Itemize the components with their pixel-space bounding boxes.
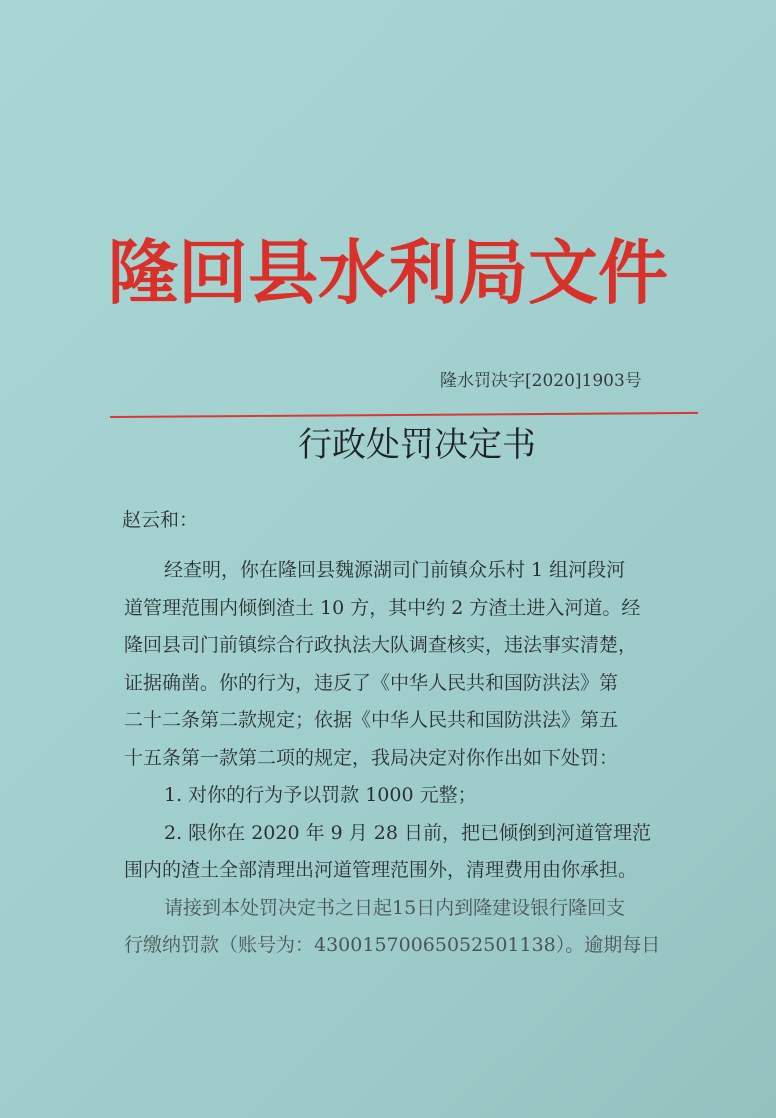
body-line: 道管理范围内倾倒渣土 10 方，其中约 2 方渣土进入河道。经 — [124, 596, 641, 619]
body-text — [124, 552, 684, 965]
penalty-item-1: 1. 对你的行为予以罚款 1000 元整； — [164, 784, 477, 806]
body-line: 十五条第一款第二项的规定，我局决定对你作出如下处罚： — [124, 746, 619, 769]
body-line: 二十二条第二款规定；依据《中华人民共和国防洪法》第五 — [124, 709, 619, 731]
penalty-item-2: 2. 限你在 2020 年 9 月 28 日前，把已倾倒到河道管理范 — [164, 821, 652, 844]
body-line: 围内的渣土全部清理出河道管理范围外，清理费用由你承担。 — [124, 859, 638, 881]
payment-instruction-line: 请接到本处罚决定书之日起15日内到隆建设银行隆回支 — [164, 896, 626, 919]
body-line: 证据确凿。你的行为，违反了《中华人民共和国防洪法》第 — [124, 671, 619, 694]
body-line: 经查明，你在隆回县魏源湖司门前镇众乐村 1 组河段河 — [164, 559, 626, 581]
document-header-title: 隆回县水利局文件 — [108, 232, 668, 314]
payment-instruction-line: 行缴纳罚款（账号为：43001570065052501138）。逾期每日 — [124, 934, 661, 956]
document-title: 行政处罚决定书 — [298, 425, 536, 465]
document-number: 隆水罚决字[2020]1903号 — [440, 371, 642, 391]
body-line: 隆回县司门前镇综合行政执法大队调查核实，违法事实清楚， — [124, 634, 638, 656]
addressee: 赵云和： — [122, 509, 199, 531]
red-divider-line — [110, 412, 698, 418]
